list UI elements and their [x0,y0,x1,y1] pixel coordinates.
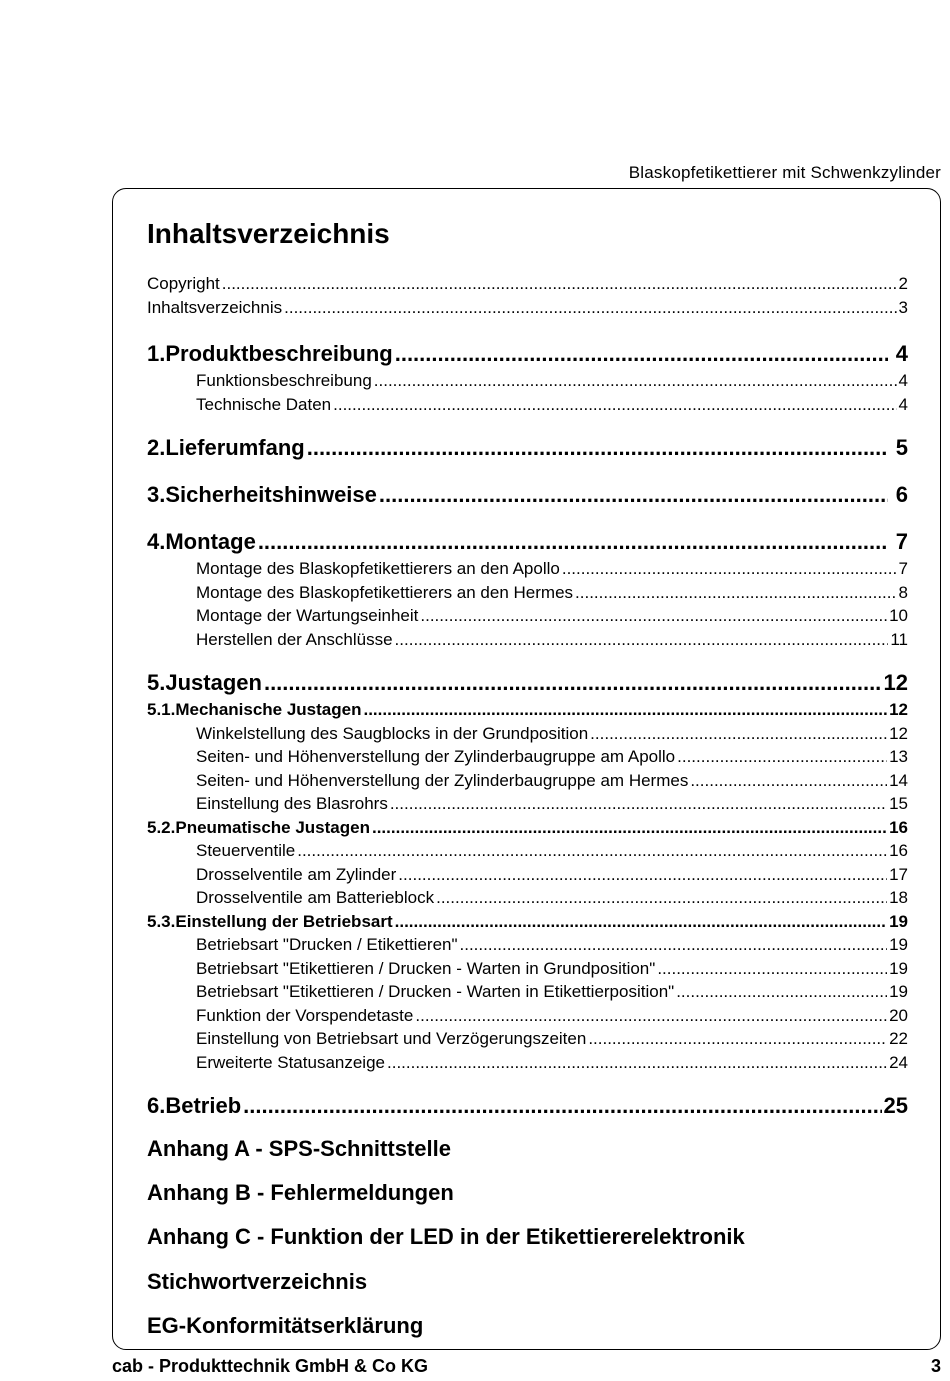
toc-entry[interactable] [147,886,908,910]
toc-page: 12 [889,700,908,719]
toc-entry[interactable] [147,628,908,652]
toc-entry[interactable] [147,722,908,746]
chapter-label: Lieferumfang [165,435,305,460]
chapter-number: 4. [147,529,166,554]
toc-label: Herstellen der Anschlüsse [196,629,393,649]
toc-entry-inhaltsverzeichnis[interactable] [147,296,908,320]
toc-entry[interactable] [147,839,908,863]
dot-leader [372,816,887,840]
chapter-label: Sicherheitshinweise [165,482,377,507]
toc-label: Montage der Wartungseinheit [196,606,419,625]
toc-label: Drosselventile am Zylinder [196,864,397,884]
dot-leader [387,1051,887,1075]
toc-entry[interactable] [147,393,908,417]
toc-page: 16 [889,817,908,837]
section-label: Einstellung der Betriebsart [175,911,393,931]
chapter-number: 2. [147,435,166,460]
toc-label: Betriebsart "Etikettieren / Drucken - Warten in Etikettierposition" [196,982,675,1001]
toc-page: 13 [889,747,908,766]
toc-appendix-b[interactable]: Anhang B - Fehlermeldungen [147,1180,454,1205]
toc-entry[interactable] [147,745,908,769]
toc-page: 20 [889,1005,908,1025]
dot-leader [264,668,882,698]
dot-leader [588,1027,887,1051]
toc-page: 25 [883,1093,908,1118]
toc-section-5-1[interactable] [147,698,908,722]
toc-section-5-2[interactable] [147,816,908,840]
toc-label: Betriebsart "Drucken / Etikettieren" [196,935,458,954]
toc-page: 19 [889,911,908,931]
toc-page: 10 [889,606,908,625]
dot-leader [436,886,887,910]
section-label: Pneumatische Justagen [175,817,370,837]
toc-label: Montage des Blaskopfetikettierers an den Apollo [196,559,560,578]
toc-page: 19 [889,958,908,978]
toc-page: 3 [898,297,908,317]
dot-leader [222,272,897,296]
dot-leader [676,980,887,1004]
section-label: Mechanische Justagen [175,700,362,719]
toc-label: Einstellung von Betriebsart und Verzögerungszeiten [196,1029,587,1048]
toc-label: Seiten- und Höhenverstellung der Zylinderbaugruppe am Apollo [196,747,676,766]
toc-section-5-3[interactable] [147,910,908,934]
toc-page: 18 [889,888,908,907]
toc-label: Funktion der Vorspendetaste [196,1005,414,1025]
toc-chapter-4[interactable] [147,527,908,557]
toc-entry[interactable] [147,957,908,981]
toc-chapter-6[interactable] [147,1091,908,1121]
dot-leader [398,863,887,887]
toc-page: 16 [889,841,908,860]
section-number: 5.1. [147,700,176,719]
toc-page: 7 [895,529,908,554]
toc-page: 4 [898,394,908,414]
toc-page: 22 [889,1029,908,1048]
dot-leader [657,957,887,981]
toc-label: Erweiterte Statusanzeige [196,1052,385,1072]
toc-chapter-5[interactable] [147,668,908,698]
chapter-label: Justagen [165,670,262,695]
toc-page: 14 [889,770,908,790]
toc-label: Steuerventile [196,841,296,860]
chapter-number: 3. [147,482,166,507]
chapter-label: Produktbeschreibung [165,341,393,366]
toc-page: 19 [889,982,908,1001]
dot-leader [307,433,888,463]
toc-entry[interactable] [147,863,908,887]
toc-page: 11 [890,629,908,649]
dot-leader [415,1004,887,1028]
dot-leader [284,296,896,320]
dot-leader [243,1091,881,1121]
toc-page: 12 [883,670,908,695]
toc-entry[interactable] [147,557,908,581]
dot-leader [379,480,888,510]
chapter-number: 6. [147,1093,166,1118]
toc-label: Seiten- und Höhenverstellung der Zylinderbaugruppe am Hermes [196,770,689,790]
toc-page: 4 [895,341,908,366]
toc-label: Montage des Blaskopfetikettierers an den Hermes [196,582,574,602]
section-number: 5.3. [147,911,176,931]
toc-label: Technische Daten [196,394,332,414]
dot-leader [575,581,897,605]
chapter-label: Betrieb [165,1093,242,1118]
toc-page: 5 [895,435,908,460]
toc-chapter-2[interactable] [147,433,908,463]
toc-label: Winkelstellung des Saugblocks in der Grundposition [196,723,589,743]
dot-leader [363,698,887,722]
toc-entry[interactable] [147,369,908,393]
toc-appendix-c[interactable]: Anhang C - Funktion der LED in der Etikettiererelektronik [147,1224,745,1249]
toc-page: 15 [889,794,908,813]
chapter-label: Montage [165,529,256,554]
toc-entry[interactable] [147,769,908,793]
toc-page: 24 [889,1052,908,1072]
footer-page-number: 3 [930,1356,941,1376]
page-title: Inhaltsverzeichnis [147,218,390,249]
toc-entry[interactable] [147,604,908,628]
dot-leader [460,933,888,957]
toc-page: 17 [889,864,908,884]
dot-leader [395,910,887,934]
toc-page: 19 [889,935,908,954]
toc-page: 12 [889,723,908,743]
toc-label: Funktionsbeschreibung [196,371,372,390]
toc-label: Einstellung des Blasrohrs [196,794,388,813]
toc-entry[interactable] [147,1027,908,1051]
table-of-contents [147,272,908,1121]
dot-leader [420,604,887,628]
toc-entry[interactable] [147,1004,908,1028]
dot-leader [395,339,888,369]
toc-entry[interactable] [147,792,908,816]
dot-leader [258,527,888,557]
toc-page: 7 [898,559,908,578]
dot-leader [395,628,889,652]
toc-appendix-a[interactable]: Anhang A - SPS-Schnittstelle [147,1136,451,1161]
toc-chapter-1[interactable] [147,339,908,369]
toc-label: Betriebsart "Etikettieren / Drucken - Warten in Grundposition" [196,958,656,978]
dot-leader [333,393,896,417]
toc-label: Copyright [147,274,220,293]
chapter-number: 5. [147,670,166,695]
toc-chapter-3[interactable] [147,480,908,510]
dot-leader [374,369,897,393]
toc-entry[interactable] [147,581,908,605]
toc-index[interactable]: Stichwortverzeichnis [147,1269,368,1294]
toc-declaration[interactable]: EG-Konformitätserklärung [147,1313,424,1338]
dot-leader [390,792,887,816]
toc-page: 2 [898,274,908,293]
dot-leader [297,839,887,863]
running-header: Blaskopfetikettierer mit Schwenkzylinder [628,163,941,182]
toc-entry-copyright[interactable] [147,272,908,296]
toc-entry[interactable] [147,1051,908,1075]
footer-company: cab - Produkttechnik GmbH & Co KG [112,1356,429,1376]
toc-entry[interactable] [147,980,908,1004]
section-number: 5.2. [147,817,176,837]
toc-page: 6 [895,482,908,507]
toc-entry[interactable] [147,933,908,957]
toc-label: Inhaltsverzeichnis [147,297,283,317]
toc-label: Drosselventile am Batterieblock [196,888,435,907]
dot-leader [590,722,887,746]
dot-leader [690,769,887,793]
toc-page: 4 [898,371,908,390]
toc-page: 8 [898,582,908,602]
dot-leader [562,557,897,581]
chapter-number: 1. [147,341,166,366]
dot-leader [677,745,887,769]
